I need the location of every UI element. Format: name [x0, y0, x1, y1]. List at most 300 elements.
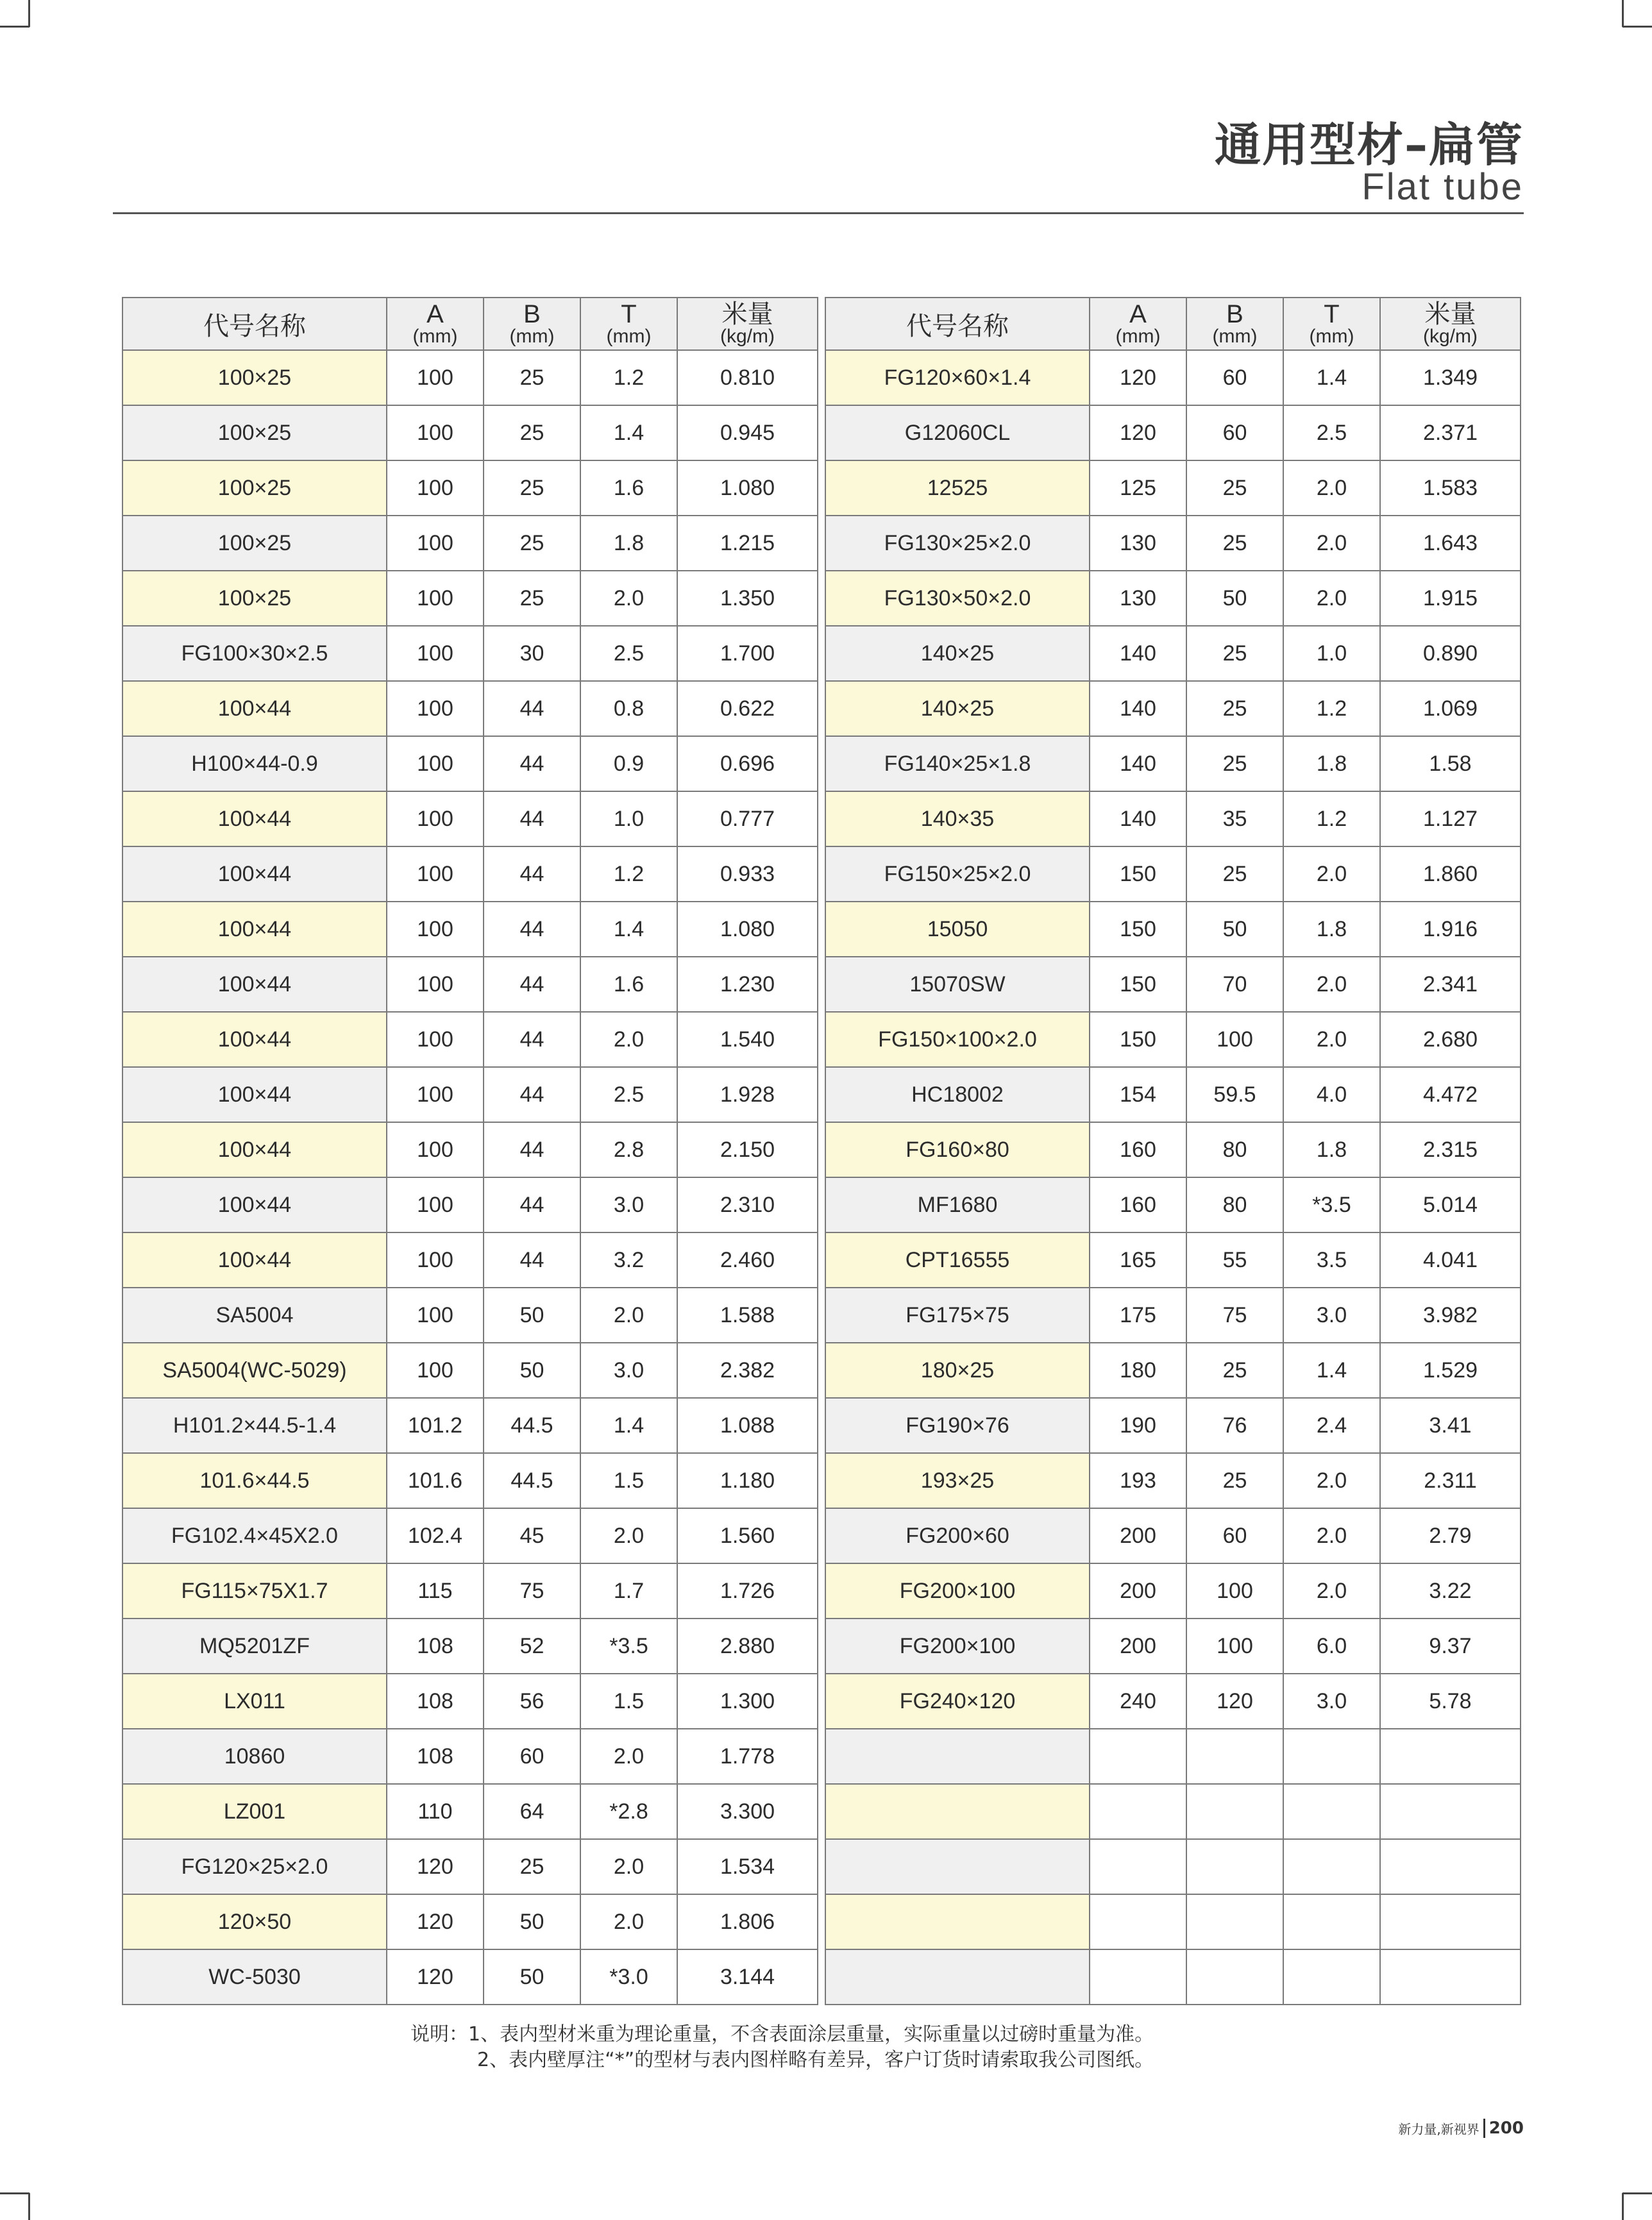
table-gap [818, 902, 825, 957]
value-cell: 200 [1090, 1508, 1186, 1563]
value-cell: 1.6 [580, 460, 677, 516]
value-cell: 100 [387, 1012, 484, 1067]
value-cell: 2.382 [677, 1343, 818, 1398]
value-cell: 2.0 [580, 1012, 677, 1067]
value-cell: 1.2 [580, 846, 677, 902]
column-header-label: A [1129, 300, 1147, 328]
value-cell: 240 [1090, 1674, 1186, 1729]
value-cell: 44 [484, 1177, 580, 1232]
value-cell: 25 [484, 1839, 580, 1894]
table-row [122, 516, 1521, 571]
value-cell: 1.6 [580, 957, 677, 1012]
value-cell [1380, 1839, 1521, 1894]
product-code-cell: FG130×50×2.0 [825, 571, 1090, 626]
table-gap [818, 1232, 825, 1288]
table-row [122, 1619, 1521, 1674]
column-header [1186, 298, 1283, 350]
product-code-cell: FG150×25×2.0 [825, 846, 1090, 902]
value-cell: 3.0 [580, 1343, 677, 1398]
value-cell: 190 [1090, 1398, 1186, 1453]
value-cell: 44 [484, 1122, 580, 1177]
table-row [122, 1674, 1521, 1729]
value-cell: 70 [1186, 957, 1283, 1012]
product-code-cell [825, 1784, 1090, 1839]
value-cell: 2.0 [1283, 1012, 1380, 1067]
value-cell: 55 [1186, 1232, 1283, 1288]
value-cell: 1.8 [580, 516, 677, 571]
value-cell: 1.080 [677, 460, 818, 516]
value-cell: 1.643 [1380, 516, 1521, 571]
value-cell: 3.2 [580, 1232, 677, 1288]
value-cell: 9.37 [1380, 1619, 1521, 1674]
value-cell: 200 [1090, 1619, 1186, 1674]
table-row [122, 1012, 1521, 1067]
value-cell: 2.0 [580, 1839, 677, 1894]
table-row [122, 1729, 1521, 1784]
value-cell [1090, 1784, 1186, 1839]
table-row [122, 681, 1521, 736]
value-cell: 0.890 [1380, 626, 1521, 681]
value-cell: 2.0 [580, 1288, 677, 1343]
value-cell: 50 [484, 1894, 580, 1949]
value-cell: 3.0 [580, 1177, 677, 1232]
value-cell: 1.0 [580, 791, 677, 846]
value-cell: 1.2 [1283, 791, 1380, 846]
product-code-cell: CPT16555 [825, 1232, 1090, 1288]
value-cell: 100 [387, 1232, 484, 1288]
product-code-cell: SA5004(WC-5029) [122, 1343, 387, 1398]
value-cell: 25 [1186, 1453, 1283, 1508]
value-cell: 5.78 [1380, 1674, 1521, 1729]
value-cell: 75 [484, 1563, 580, 1619]
product-code-cell: 120×50 [122, 1894, 387, 1949]
value-cell: 64 [484, 1784, 580, 1839]
product-code-cell: 101.6×44.5 [122, 1453, 387, 1508]
table-gap [818, 1122, 825, 1177]
value-cell: 140 [1090, 736, 1186, 791]
product-code-cell: FG200×100 [825, 1619, 1090, 1674]
value-cell: 30 [484, 626, 580, 681]
product-code-cell: 180×25 [825, 1343, 1090, 1398]
product-code-cell: LX011 [122, 1674, 387, 1729]
value-cell: 50 [484, 1949, 580, 2005]
product-code-cell: HC18002 [825, 1067, 1090, 1122]
value-cell: 1.4 [580, 1398, 677, 1453]
value-cell: 108 [387, 1729, 484, 1784]
value-cell: 1.560 [677, 1508, 818, 1563]
table-gap [818, 736, 825, 791]
value-cell: 60 [1186, 1508, 1283, 1563]
value-cell: 75 [1186, 1288, 1283, 1343]
table-gap [818, 1508, 825, 1563]
value-cell: 1.127 [1380, 791, 1521, 846]
value-cell: 1.534 [677, 1839, 818, 1894]
value-cell: 193 [1090, 1453, 1186, 1508]
value-cell: 2.0 [580, 571, 677, 626]
value-cell: 25 [1186, 736, 1283, 791]
value-cell: 0.9 [580, 736, 677, 791]
value-cell: 1.588 [677, 1288, 818, 1343]
value-cell: 2.0 [580, 1508, 677, 1563]
column-header-label: A [426, 300, 444, 328]
value-cell: 25 [484, 350, 580, 405]
value-cell: 100 [1186, 1619, 1283, 1674]
value-cell [1186, 1949, 1283, 2005]
value-cell [1283, 1839, 1380, 1894]
table-row [122, 1122, 1521, 1177]
note-line-2: 2、表内壁厚注“*”的型材与表内图样略有差异，客户订货时请索取我公司图纸。 [477, 2049, 1154, 2071]
product-code-cell: 100×25 [122, 405, 387, 460]
value-cell [1380, 1784, 1521, 1839]
column-header-label: 代号名称 [203, 311, 306, 341]
value-cell: 44 [484, 681, 580, 736]
value-cell: 50 [484, 1343, 580, 1398]
value-cell: 1.583 [1380, 460, 1521, 516]
value-cell: 1.8 [1283, 1122, 1380, 1177]
product-code-cell: FG140×25×1.8 [825, 736, 1090, 791]
value-cell: 160 [1090, 1122, 1186, 1177]
value-cell: 5.014 [1380, 1177, 1521, 1232]
product-code-cell: SA5004 [122, 1288, 387, 1343]
value-cell: 25 [484, 405, 580, 460]
value-cell: 100 [1186, 1012, 1283, 1067]
value-cell: 120 [1090, 350, 1186, 405]
table-row [122, 350, 1521, 405]
table-gap [818, 957, 825, 1012]
value-cell: 60 [1186, 405, 1283, 460]
product-code-cell: 100×44 [122, 1122, 387, 1177]
value-cell: 44 [484, 957, 580, 1012]
value-cell: 0.945 [677, 405, 818, 460]
column-header [677, 298, 818, 350]
column-header-unit: (mm) [1115, 326, 1161, 347]
value-cell: 50 [484, 1288, 580, 1343]
value-cell [1380, 1949, 1521, 2005]
value-cell: 154 [1090, 1067, 1186, 1122]
value-cell [1283, 1894, 1380, 1949]
column-header-unit: (mm) [606, 326, 652, 347]
value-cell [1186, 1729, 1283, 1784]
value-cell: 100 [387, 626, 484, 681]
value-cell: 44 [484, 736, 580, 791]
value-cell: 1.088 [677, 1398, 818, 1453]
value-cell: 125 [1090, 460, 1186, 516]
value-cell: *3.5 [1283, 1177, 1380, 1232]
value-cell: 100 [387, 736, 484, 791]
column-header-unit: (kg/m) [1423, 326, 1478, 347]
page-title: 通用型材–扁管 [1214, 118, 1524, 172]
table-gap [818, 1894, 825, 1949]
value-cell: 52 [484, 1619, 580, 1674]
value-cell: 100 [387, 902, 484, 957]
product-code-cell: 15050 [825, 902, 1090, 957]
value-cell: 1.928 [677, 1067, 818, 1122]
table-row [122, 1839, 1521, 1894]
value-cell: 130 [1090, 571, 1186, 626]
value-cell: 2.0 [1283, 957, 1380, 1012]
value-cell: 2.0 [1283, 571, 1380, 626]
table-gap [818, 1674, 825, 1729]
value-cell: 1.806 [677, 1894, 818, 1949]
table-gap [818, 1729, 825, 1784]
value-cell: 165 [1090, 1232, 1186, 1288]
value-cell: 44.5 [484, 1398, 580, 1453]
value-cell: 2.5 [580, 1067, 677, 1122]
value-cell: 2.311 [1380, 1453, 1521, 1508]
value-cell: 0.933 [677, 846, 818, 902]
value-cell [1090, 1949, 1186, 2005]
table-gap [818, 1949, 825, 2005]
value-cell [1380, 1894, 1521, 1949]
value-cell: 3.982 [1380, 1288, 1521, 1343]
value-cell: 100 [387, 681, 484, 736]
column-header [580, 298, 677, 350]
value-cell: 44 [484, 1012, 580, 1067]
value-cell: 59.5 [1186, 1067, 1283, 1122]
value-cell: 1.860 [1380, 846, 1521, 902]
product-code-cell: FG175×75 [825, 1288, 1090, 1343]
product-code-cell [825, 1949, 1090, 2005]
value-cell: 175 [1090, 1288, 1186, 1343]
value-cell: 44 [484, 902, 580, 957]
value-cell [1283, 1729, 1380, 1784]
value-cell: 3.144 [677, 1949, 818, 2005]
product-code-cell: 100×44 [122, 957, 387, 1012]
note-line-1: 说明：1、表内型材米重为理论重量，不含表面涂层重量，实际重量以过磅时重量为准。 [410, 2023, 1154, 2046]
value-cell: 50 [1186, 571, 1283, 626]
table-row [122, 736, 1521, 791]
column-header-unit: (mm) [1212, 326, 1258, 347]
value-cell: *3.0 [580, 1949, 677, 2005]
value-cell: 60 [484, 1729, 580, 1784]
value-cell: 150 [1090, 1012, 1186, 1067]
value-cell: 45 [484, 1508, 580, 1563]
value-cell: *2.8 [580, 1784, 677, 1839]
value-cell: 101.6 [387, 1453, 484, 1508]
table-gap [818, 460, 825, 516]
value-cell: 120 [387, 1839, 484, 1894]
value-cell: 25 [1186, 846, 1283, 902]
table-row [122, 1894, 1521, 1949]
value-cell: 1.8 [1283, 902, 1380, 957]
value-cell: 120 [1186, 1674, 1283, 1729]
table-row [122, 1067, 1521, 1122]
value-cell: 108 [387, 1674, 484, 1729]
value-cell: 6.0 [1283, 1619, 1380, 1674]
value-cell: 100 [387, 1177, 484, 1232]
crop-mark [28, 0, 30, 27]
product-code-cell: FG130×25×2.0 [825, 516, 1090, 571]
value-cell: 25 [484, 571, 580, 626]
value-cell: 120 [1090, 405, 1186, 460]
product-code-cell: 100×25 [122, 571, 387, 626]
product-code-cell [825, 1839, 1090, 1894]
table-gap [818, 1398, 825, 1453]
column-header-unit: (kg/m) [720, 326, 775, 347]
column-header [122, 298, 387, 350]
value-cell: 1.4 [1283, 1343, 1380, 1398]
value-cell: 56 [484, 1674, 580, 1729]
value-cell: 4.0 [1283, 1067, 1380, 1122]
value-cell: 3.22 [1380, 1563, 1521, 1619]
crop-mark [1622, 26, 1652, 28]
value-cell: 1.0 [1283, 626, 1380, 681]
value-cell: 4.472 [1380, 1067, 1521, 1122]
value-cell: 1.529 [1380, 1343, 1521, 1398]
value-cell: 25 [1186, 681, 1283, 736]
table-row [122, 1343, 1521, 1398]
table-row [122, 902, 1521, 957]
value-cell: 1.58 [1380, 736, 1521, 791]
value-cell: 160 [1090, 1177, 1186, 1232]
value-cell: 2.0 [580, 1729, 677, 1784]
page-number: 200 [1488, 2119, 1524, 2138]
value-cell: 2.310 [677, 1177, 818, 1232]
value-cell: 2.0 [1283, 1563, 1380, 1619]
table-gap [818, 791, 825, 846]
value-cell: 140 [1090, 681, 1186, 736]
value-cell: 1.4 [1283, 350, 1380, 405]
value-cell: 3.0 [1283, 1674, 1380, 1729]
value-cell: 2.5 [1283, 405, 1380, 460]
product-code-cell: MF1680 [825, 1177, 1090, 1232]
product-code-cell: FG240×120 [825, 1674, 1090, 1729]
product-code-cell: FG120×25×2.0 [122, 1839, 387, 1894]
value-cell: 0.696 [677, 736, 818, 791]
table-gap [818, 846, 825, 902]
table-gap [818, 1839, 825, 1894]
value-cell: 2.0 [1283, 460, 1380, 516]
table-row [122, 1398, 1521, 1453]
value-cell: 1.2 [1283, 681, 1380, 736]
value-cell: 130 [1090, 516, 1186, 571]
value-cell: 2.0 [1283, 516, 1380, 571]
table-gap [818, 1453, 825, 1508]
column-header-unit: (mm) [509, 326, 555, 347]
value-cell: 35 [1186, 791, 1283, 846]
value-cell: 44 [484, 1232, 580, 1288]
value-cell: 140 [1090, 626, 1186, 681]
table-gap [818, 1288, 825, 1343]
table-gap [818, 1619, 825, 1674]
product-code-cell: 15070SW [825, 957, 1090, 1012]
page-subtitle: Flat tube [1361, 166, 1524, 208]
product-code-cell: 100×25 [122, 460, 387, 516]
value-cell [1380, 1729, 1521, 1784]
value-cell: 100 [387, 1067, 484, 1122]
value-cell: 2.150 [677, 1122, 818, 1177]
value-cell: 1.7 [580, 1563, 677, 1619]
product-code-cell: FG160×80 [825, 1122, 1090, 1177]
value-cell: 100 [387, 460, 484, 516]
value-cell: 108 [387, 1619, 484, 1674]
product-code-cell: 100×44 [122, 681, 387, 736]
column-header-label: B [1226, 300, 1243, 328]
table-gap [818, 626, 825, 681]
crop-mark [0, 2192, 30, 2194]
product-code-cell: H101.2×44.5-1.4 [122, 1398, 387, 1453]
value-cell: 150 [1090, 957, 1186, 1012]
table-row [122, 957, 1521, 1012]
table-row [122, 1232, 1521, 1288]
value-cell: 115 [387, 1563, 484, 1619]
value-cell: 120 [387, 1949, 484, 2005]
column-header-unit: (mm) [1309, 326, 1354, 347]
value-cell: 100 [387, 957, 484, 1012]
value-cell: 1.230 [677, 957, 818, 1012]
column-header-label: T [621, 300, 637, 328]
crop-mark [0, 26, 30, 28]
value-cell: 1.349 [1380, 350, 1521, 405]
table-gap [818, 1343, 825, 1398]
value-cell: 0.810 [677, 350, 818, 405]
product-code-cell: 100×44 [122, 846, 387, 902]
value-cell: 0.622 [677, 681, 818, 736]
table-row [122, 571, 1521, 626]
table-row [122, 405, 1521, 460]
product-code-cell: 100×44 [122, 902, 387, 957]
column-header [825, 298, 1090, 350]
table-gap [818, 516, 825, 571]
value-cell: 1.350 [677, 571, 818, 626]
notes [410, 2022, 1154, 2073]
value-cell: 102.4 [387, 1508, 484, 1563]
value-cell: 100 [387, 1288, 484, 1343]
value-cell: 110 [387, 1784, 484, 1839]
value-cell: 1.540 [677, 1012, 818, 1067]
column-header [1090, 298, 1186, 350]
value-cell: 25 [1186, 460, 1283, 516]
value-cell: 100 [387, 1343, 484, 1398]
value-cell: 100 [387, 571, 484, 626]
product-code-cell: FG100×30×2.5 [122, 626, 387, 681]
table-row [122, 846, 1521, 902]
value-cell [1283, 1784, 1380, 1839]
product-code-cell: FG200×60 [825, 1508, 1090, 1563]
value-cell: 80 [1186, 1122, 1283, 1177]
value-cell: 2.79 [1380, 1508, 1521, 1563]
value-cell: 1.4 [580, 902, 677, 957]
value-cell: 2.341 [1380, 957, 1521, 1012]
product-code-cell: 10860 [122, 1729, 387, 1784]
table-body [122, 350, 1521, 2005]
header-divider [113, 212, 1524, 214]
value-cell: 80 [1186, 1177, 1283, 1232]
value-cell: 1.700 [677, 626, 818, 681]
value-cell [1090, 1729, 1186, 1784]
product-code-cell [825, 1729, 1090, 1784]
flat-tube-table [122, 297, 1521, 2005]
product-code-cell: 100×44 [122, 1177, 387, 1232]
value-cell: 25 [484, 516, 580, 571]
column-header [1380, 298, 1521, 350]
product-code-cell: 140×35 [825, 791, 1090, 846]
value-cell: 1.300 [677, 1674, 818, 1729]
product-code-cell: FG102.4×45X2.0 [122, 1508, 387, 1563]
value-cell: 200 [1090, 1563, 1186, 1619]
value-cell: 0.777 [677, 791, 818, 846]
table-gap [818, 1784, 825, 1839]
value-cell [1186, 1784, 1283, 1839]
value-cell [1186, 1894, 1283, 1949]
product-code-cell: FG190×76 [825, 1398, 1090, 1453]
value-cell [1186, 1839, 1283, 1894]
value-cell: 100 [1186, 1563, 1283, 1619]
value-cell: 2.5 [580, 626, 677, 681]
product-code-cell: 100×44 [122, 1232, 387, 1288]
value-cell: 44 [484, 791, 580, 846]
crop-mark [1622, 2193, 1624, 2220]
